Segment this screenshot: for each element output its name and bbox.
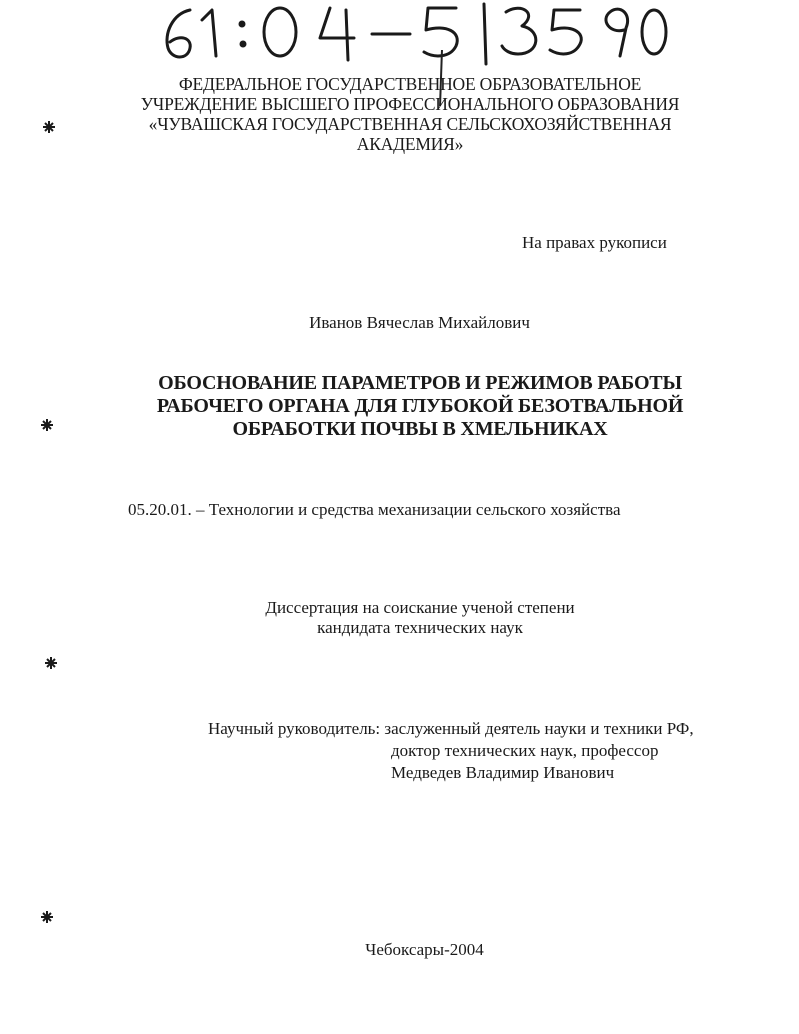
supervisor-label: Научный руководитель:: [208, 719, 381, 738]
degree-line: Диссертация на соискание ученой степени: [265, 598, 575, 617]
margin-asterisk-mark: [40, 418, 54, 432]
title-line: ОБОСНОВАНИЕ ПАРАМЕТРОВ И РЕЖИМОВ РАБОТЫ: [158, 372, 682, 394]
institution-line: «ЧУВАШСКАЯ ГОСУДАРСТВЕННАЯ СЕЛЬСКОХОЗЯЙСТВЕННАЯ: [148, 114, 672, 134]
institution-line: ФЕДЕРАЛЬНОЕ ГОСУДАРСТВЕННОЕ ОБРАЗОВАТЕЛЬНОЕ: [178, 74, 642, 94]
degree-line: кандидата технических наук: [317, 618, 523, 637]
margin-asterisk-mark: [44, 656, 58, 670]
margin-asterisk-mark: [40, 910, 54, 924]
dissertation-title: [100, 372, 740, 441]
title-line: ОБРАБОТКИ ПОЧВЫ В ХМЕЛЬНИКАХ: [232, 418, 608, 440]
margin-asterisk-mark: [42, 120, 56, 134]
handwritten-catalog-number: [150, 0, 670, 70]
institution-header: [80, 74, 740, 154]
author-name: Иванов Вячеслав Михайлович: [309, 313, 530, 332]
specialty-code: 05.20.01. – Технологии и средства механизации сельского хозяйства: [128, 500, 621, 519]
institution-line: УЧРЕЖДЕНИЕ ВЫСШЕГО ПРОФЕССИОНАЛЬНОГО ОБРАЗОВАНИЯ: [140, 94, 680, 114]
title-line: РАБОЧЕГО ОРГАНА ДЛЯ ГЛУБОКОЙ БЕЗОТВАЛЬНОЙ: [156, 395, 684, 417]
place-and-year: Чебоксары-2004: [365, 940, 484, 959]
supervisor-degree: доктор технических наук, профессор: [391, 741, 659, 760]
institution-line: АКАДЕМИЯ»: [356, 134, 464, 154]
degree-statement: [100, 598, 740, 638]
manuscript-rights-note: На правах рукописи: [522, 233, 667, 252]
scientific-supervisor: [208, 718, 694, 784]
supervisor-name: Медведев Владимир Иванович: [391, 763, 615, 782]
supervisor-title: заслуженный деятель науки и техники РФ,: [384, 719, 694, 738]
